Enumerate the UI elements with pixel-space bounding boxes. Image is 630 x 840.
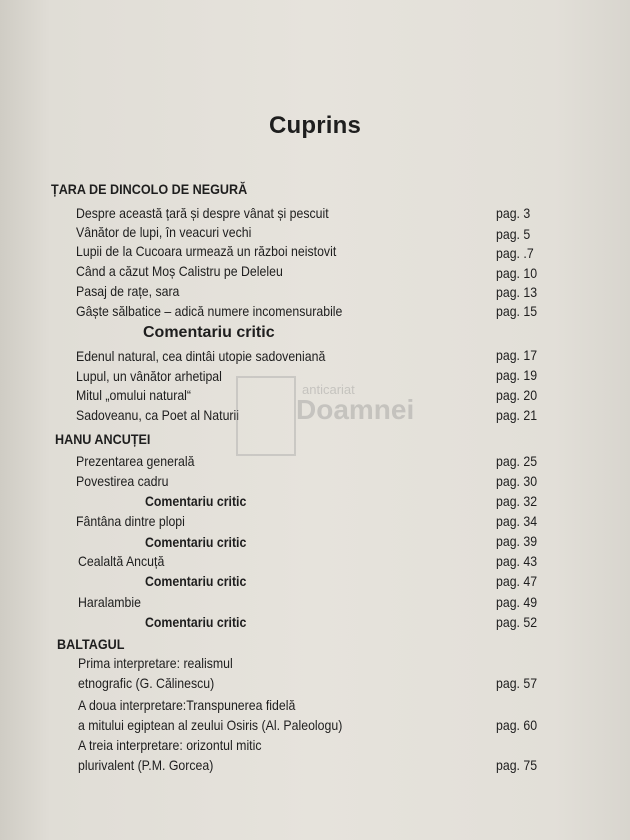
toc-page-number: pag. 17 [496,347,538,363]
toc-entry-line1: Prima interpretare: realismul [78,655,233,671]
section-heading: HANU ANCUȚEI [55,431,151,447]
toc-entry: Mitul „omului natural“ [76,387,192,403]
toc-entry: Edenul natural, cea dintâi utopie sadoveniană [76,348,326,364]
toc-page-number: pag. 13 [496,284,538,300]
watermark-small-text: anticariat [302,382,355,397]
critic-label: Comentariu critic [145,573,247,589]
toc-page-number: pag. 52 [496,614,538,630]
toc-page-number: pag. 60 [496,717,538,733]
watermark-frame [236,376,296,456]
toc-entry: Gâște sălbatice – adică numere incomensurabile [76,303,343,319]
toc-entry: Haralambie [78,594,142,610]
toc-page-number: pag. 21 [496,407,538,423]
toc-page-number: pag. 5 [496,226,531,242]
watermark-logo [236,376,436,456]
toc-page-number: pag. 3 [496,205,531,221]
toc-entry-line2: etnografic (G. Călinescu) [78,675,215,691]
toc-entry: Lupul, un vânător arhetipal [76,368,222,384]
toc-entry: Vânător de lupi, în veacuri vechi [76,224,252,240]
critic-label: Comentariu critic [145,534,247,550]
toc-page-number: pag. 32 [496,493,538,509]
critic-label: Comentariu critic [145,493,247,509]
page-title: Cuprins [268,112,362,139]
toc-entry: Cealaltă Ancuță [78,553,165,569]
toc-entry: Când a căzut Moș Calistru pe Deleleu [76,263,283,279]
toc-page-number: pag. 47 [496,573,538,589]
toc-entry: Pasaj de rațe, sara [76,283,180,299]
toc-page-number: pag. 43 [496,553,538,569]
toc-page-number: pag. 34 [496,513,538,529]
toc-entry: Sadoveanu, ca Poet al Naturii [76,407,240,423]
toc-entry: Fântâna dintre plopi [76,513,185,529]
toc-entry: Prezentarea generală [76,453,195,469]
section-heading: BALTAGUL [57,636,125,652]
toc-entry: Lupii de la Cucoara urmează un război neistovit [76,243,337,259]
section-heading: ȚARA DE DINCOLO DE NEGURĂ [51,181,248,197]
toc-page-number: pag. .7 [496,245,534,261]
critic-subheading: Comentariu critic [143,324,275,341]
toc-entry-line2: plurivalent (P.M. Gorcea) [78,757,214,773]
toc-page-number: pag. 15 [496,303,538,319]
toc-page-number: pag. 49 [496,594,538,610]
toc-page-number: pag. 39 [496,533,538,549]
toc-page-number: pag. 19 [496,367,538,383]
toc-entry: Povestirea cadru [76,473,169,489]
watermark-big-text: Doamnei [296,394,415,425]
toc-entry-line1: A doua interpretare:Transpunerea fidelă [78,697,296,713]
toc-page-number: pag. 57 [496,675,538,691]
toc-page-number: pag. 10 [496,265,538,281]
toc-entry: Despre această țară și despre vânat și pescuit [76,205,329,221]
toc-page-number: pag. 30 [496,473,538,489]
toc-entry-line1: A treia interpretare: orizontul mitic [78,737,262,753]
toc-page-number: pag. 20 [496,387,538,403]
critic-label: Comentariu critic [145,614,247,630]
toc-entry-line2: a mitului egiptean al zeului Osiris (Al. Paleologu) [78,717,343,733]
toc-page-number: pag. 75 [496,757,538,773]
toc-page-number: pag. 25 [496,453,538,469]
